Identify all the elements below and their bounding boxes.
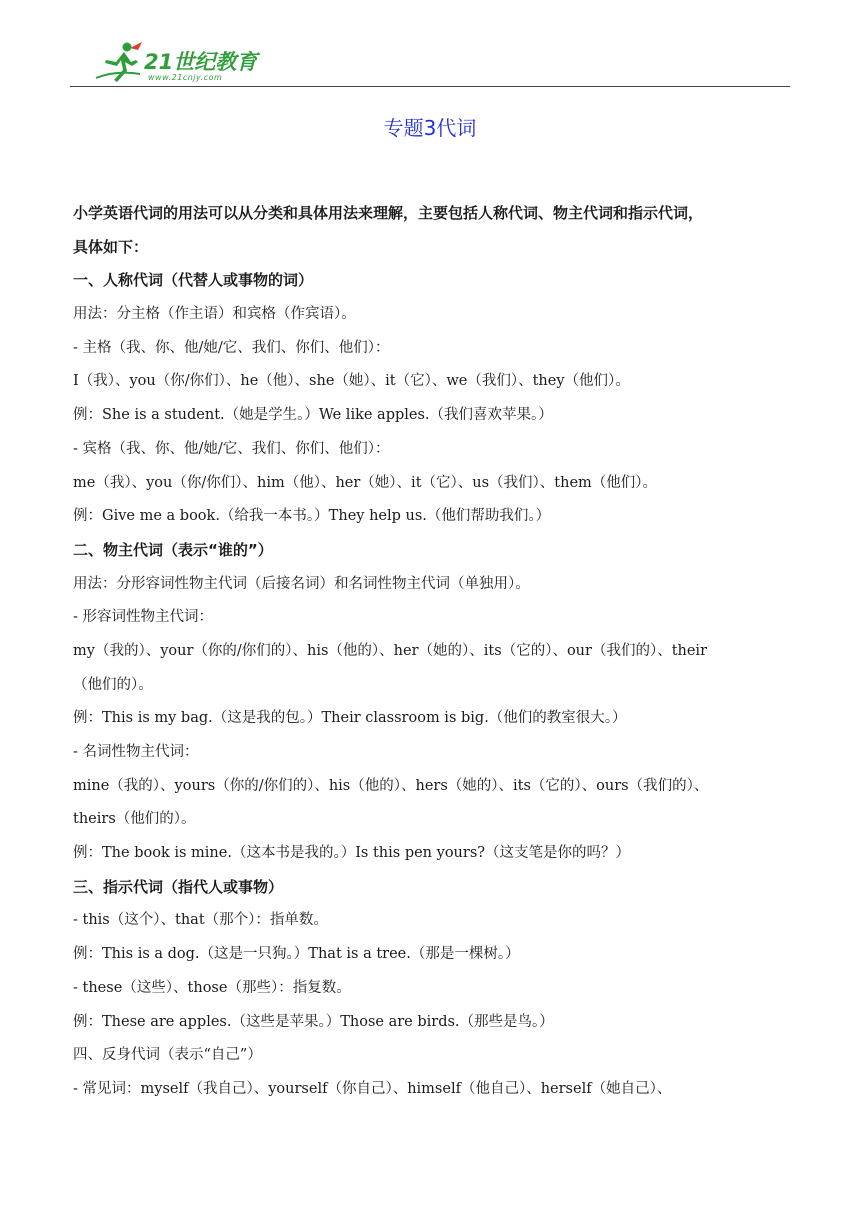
body-line: 例：This is a dog.（这是一只狗。）That is a tree.（那是一棵树。） [73,946,520,963]
section-heading: 一、人称代词（代替人或事物的词） [73,271,314,290]
header-divider [70,86,790,87]
page-header [0,0,860,90]
body-line: - this（这个）、that（那个）：指单数。 [73,912,328,929]
document-body [73,197,793,1107]
runner-logo-icon [94,40,144,84]
body-line: I（我）、you（你/你们）、he（他）、she（她）、it（它）、we（我们）、they（他们）。 [73,373,630,390]
body-line: 例：Give me a book.（给我一本书。）They help us.（他们帮助我们。） [73,508,551,525]
body-line: - 名词性物主代词： [73,744,199,760]
body-line: me（我）、you（你/你们）、him（他）、her（她）、it（它）、us（我们）、them（他们）。 [73,474,658,491]
body-line: （他们的）。 [73,676,153,693]
section-heading: 小学英语代词的用法可以从分类和具体用法来理解，主要包括人称代词、物主代词和指示代词， [73,204,704,222]
body-line: 例：These are apples.（这些是苹果。）Those are birds.（那些是鸟。） [73,1013,554,1030]
body-line: 例：The book is mine.（这本书是我的。）Is this pen yours?（这支笔是你的吗？） [73,845,631,862]
section-heading: 具体如下： [73,237,149,256]
section-heading: 三、指示代词（指代人或事物） [73,877,284,896]
body-line: 例：She is a student.（她是学生。）We like apples.（我们喜欢苹果。） [73,407,553,424]
body-line: 四、反身代词（表示“自己”） [73,1047,262,1064]
section-heading: 二、物主代词（表示“谁的”） [73,540,273,559]
body-line: mine（我的）、yours（你的/你们的）、his（他的）、hers（她的）、its（它的）、ours（我们的）、 [73,777,709,794]
body-line: - 宾格（我、你、他/她/它、我们、你们、他们）： [73,440,390,457]
brand-logo [94,40,264,86]
body-line: - 常见词：myself（我自己）、yourself（你自己）、himself（他自己）、herself（她自己）、 [73,1080,672,1097]
body-line: 用法：分形容词性物主代词（后接名词）和名词性物主代词（单独用）。 [73,575,530,592]
body-line: - these（这些）、those（那些）：指复数。 [73,979,351,996]
logo-wordmark: 21世纪教育 [144,50,258,74]
logo-url: www.21cnjy.com [148,73,223,82]
body-line: my（我的）、your（你的/你们的）、his（他的）、her（她的）、its（它的）、our（我们的）、their [73,642,708,659]
body-line: - 形容词性物主代词： [73,609,214,626]
document-title: 专题3代词 [383,116,477,140]
body-line: 例：This is my bag.（这是我的包。）Their classroom is big.（他们的教室很大。） [73,710,627,727]
body-line: - 主格（我、你、他/她/它、我们、你们、他们）： [73,339,390,356]
body-line: theirs（他们的）。 [73,811,196,828]
body-line: 用法：分主格（作主语）和宾格（作宾语）。 [73,306,356,323]
